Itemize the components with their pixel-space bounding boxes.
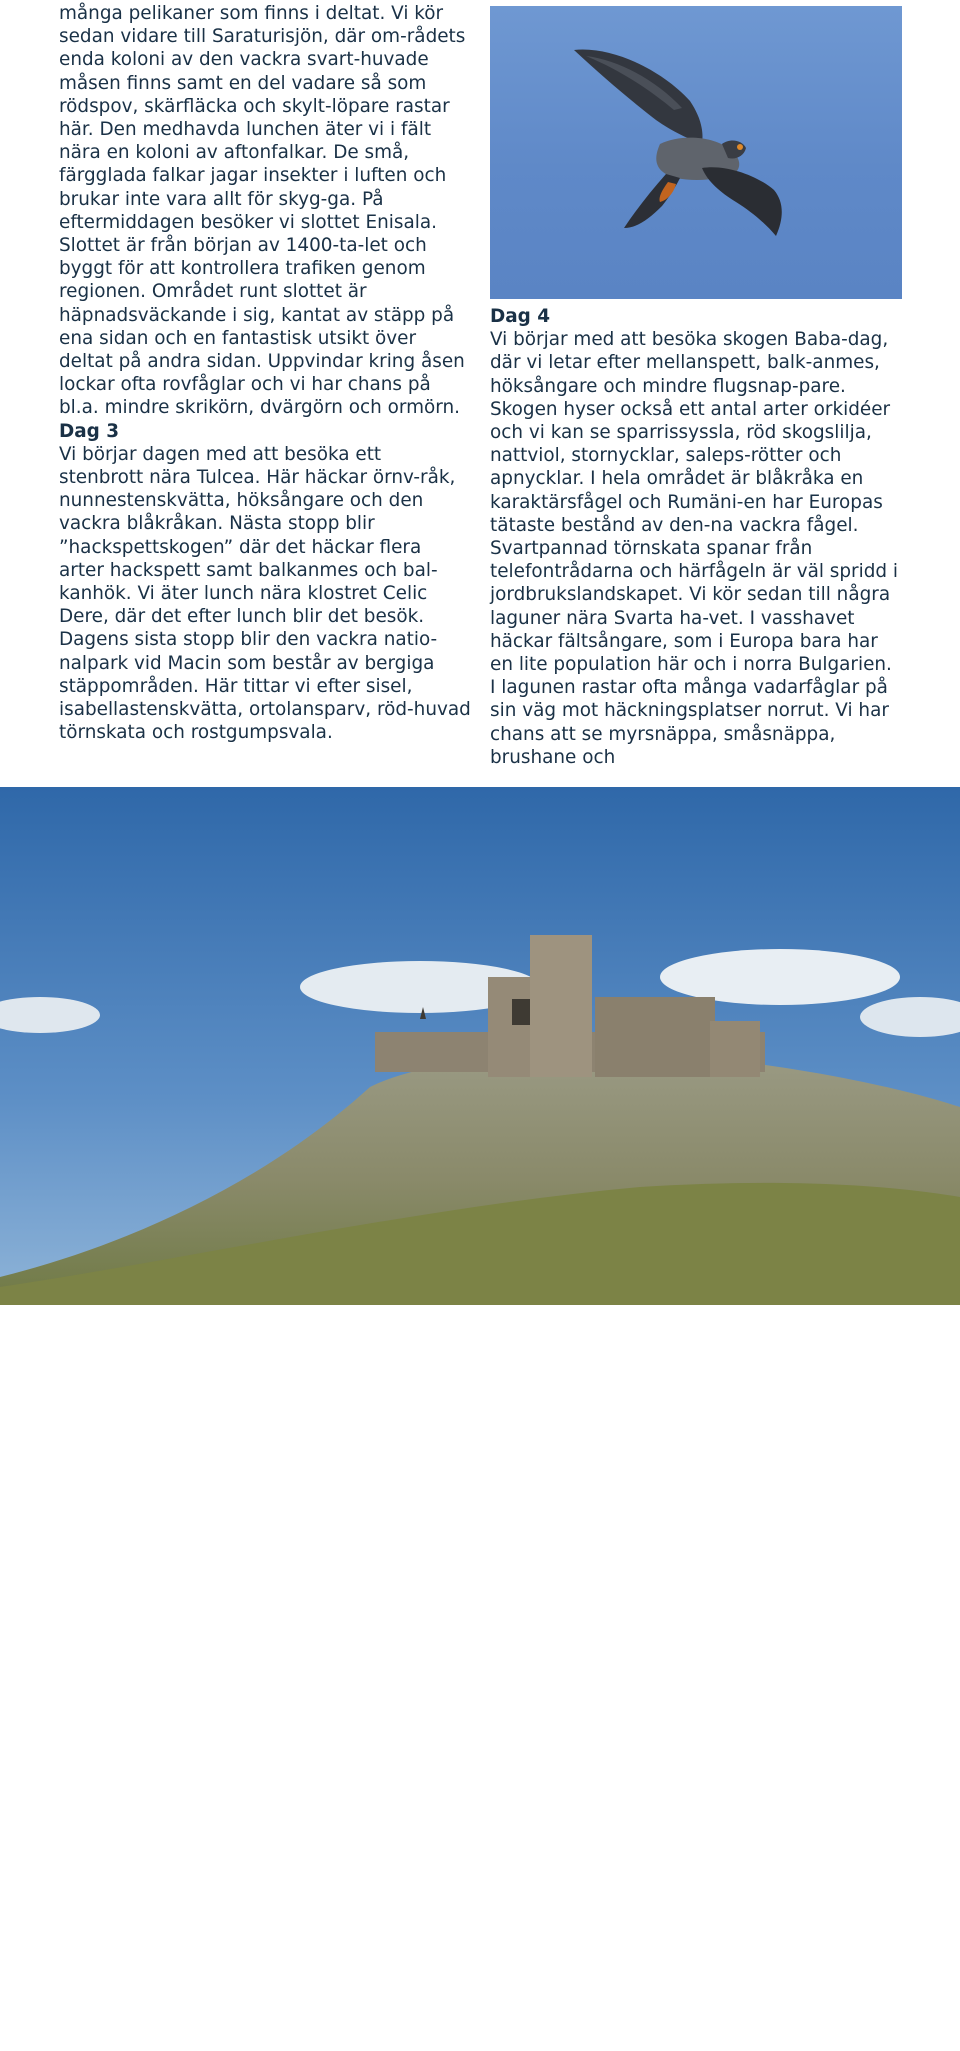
castle-photo <box>0 787 960 2051</box>
dag4-heading: Dag 4 <box>490 306 551 327</box>
castle-illustration <box>0 787 960 1305</box>
left-text-column <box>59 2 471 745</box>
falcon-illustration <box>490 6 902 299</box>
dag3-paragraph: Vi börjar dagen med att besöka ett stenbrott nära Tulcea. Här häckar örnv-råk, nunnestenskvätta, höksångare och den vackra blåkråkan. Nästa stopp blir ”hackspettskogen” där det häckar flera arter hackspett samt balkanmes och bal-kanhök. Vi äter lunch nära klostret Celic Dere, där det efter lunch blir det besök. Dagens sista stopp blir den vackra natio-nalpark vid Macin som består av bergiga stäppområden. Här tittar vi efter sisel, isabellastenskvätta, ortolansparv, röd-huvad törnskata och rostgumpsvala. <box>59 443 471 744</box>
dag3-heading: Dag 3 <box>59 420 120 442</box>
dag4-paragraph: Vi börjar med att besöka skogen Baba-dag, där vi letar efter mellanspett, balk-anmes, höksångare och mindre flugsnap-pare. Skogen hyser också ett antal arter orkidéer och vi kan se sparrissyssla, röd skogslilja, nattviol, stornycklar, saleps-rötter och apnycklar. I hela området är blåkråka en karaktärsfågel och Rumäni-en har Europas tätaste bestånd av den-na vackra fågel. Svartpannad törnskata spanar från telefontrådarna och härfågeln är väl spridd i jordbrukslandskapet. Vi kör sedan till några laguner nära Svarta ha-vet. I vasshavet häckar fältsångare, som i Europa bara har en lite population här och i norra Bulgarien. I lagunen rastar ofta många vadarfåglar på sin väg mot häckningsplatser norrut. Vi har chans att se myrsnäppa, småsnäppa, brushane och <box>490 329 899 768</box>
castle-caption: Enisala borgen <box>59 2029 203 2051</box>
falcon-photo <box>490 6 902 299</box>
intro-paragraph: många pelikaner som finns i deltat. Vi kör sedan vidare till Saraturisjön, där om-rådets enda koloni av den vackra svart-huvade måsen finns samt en del vadare så som rödspov, skärfläcka och skylt-löpare rastar här. Den medhavda lunchen äter vi i fält nära en koloni av aftonfalkar. De små, färgglada falkar jagar insekter i luften och brukar inte vara allt för skyg-ga. På eftermiddagen besöker vi slottet Enisala. Slottet är från början av 1400-ta-let och byggt för att kontrollera trafiken genom regionen. Området runt slottet är häpnadsväckande i sig, kantat av stäpp på ena sidan och en fantastisk utsikt över deltat på andra sidan. Uppvindar kring åsen lockar ofta rovfåglar och vi har chans på bl.a. mindre skrikörn, dvärgörn och ormörn. <box>59 3 466 419</box>
right-text-column <box>490 305 902 769</box>
